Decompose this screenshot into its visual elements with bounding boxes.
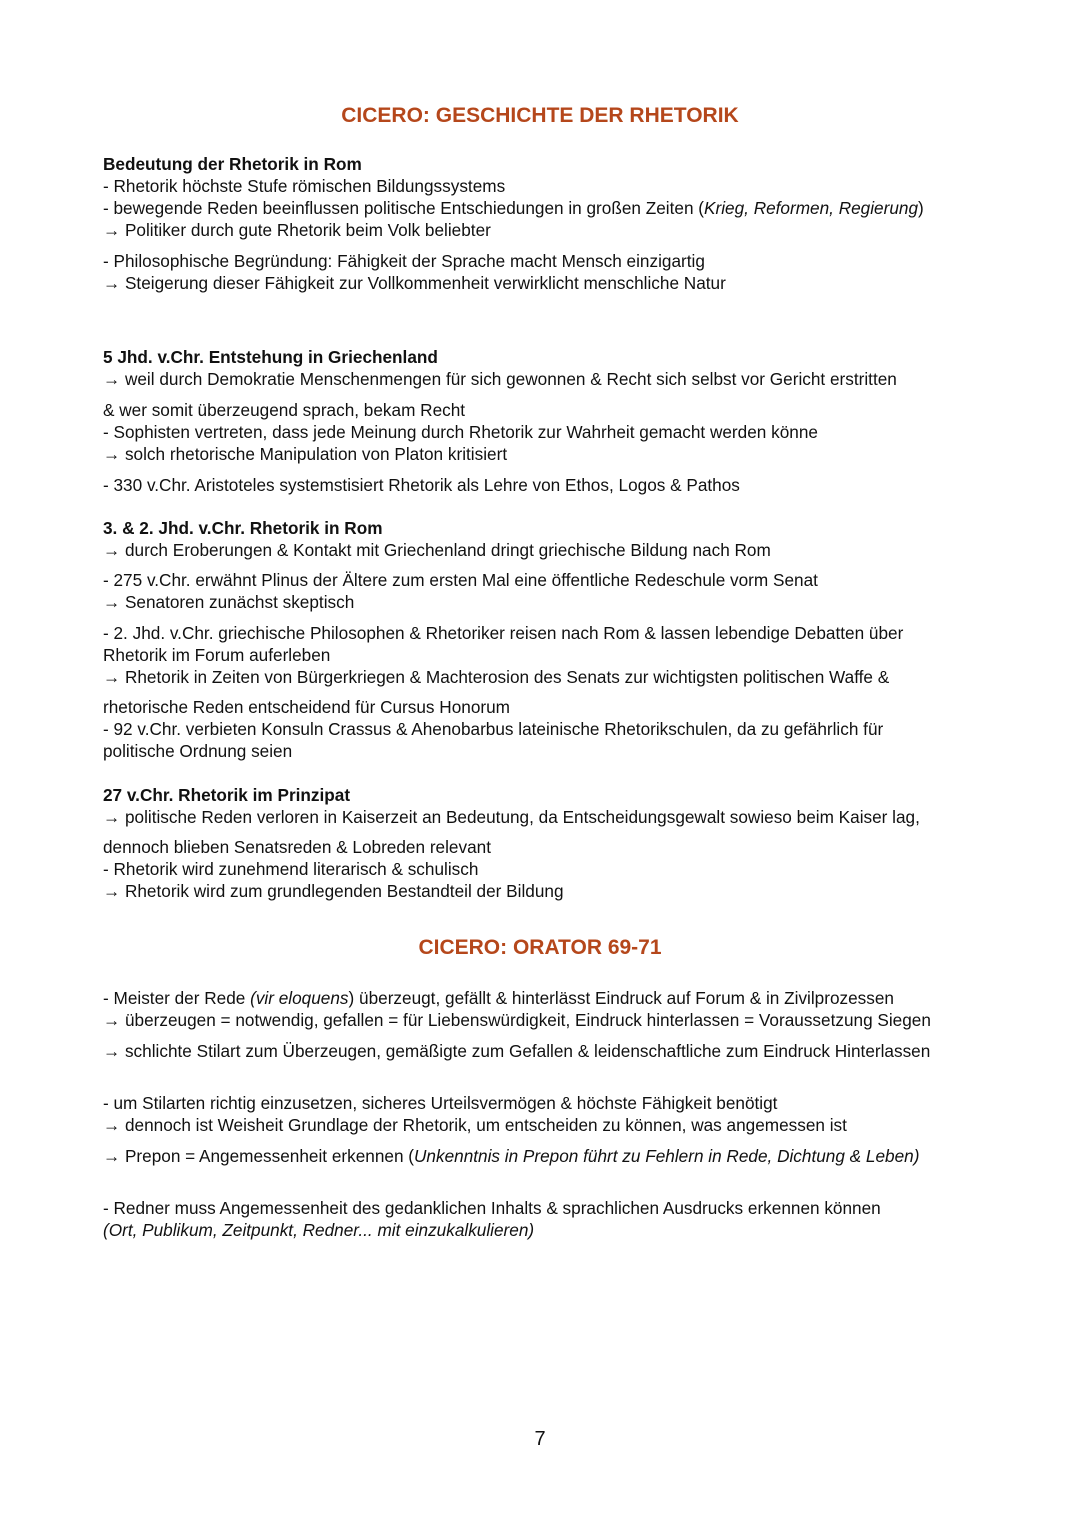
text-line: - um Stilarten richtig einzusetzen, sicheres Urteilsvermögen & höchste Fähigkeit benötigt: [103, 1093, 778, 1113]
text-line: → politische Reden verloren in Kaiserzeit an Bedeutung, da Entscheidungsgewalt sowieso beim Kaiser lag,: [103, 807, 920, 827]
text-line: - Sophisten vertreten, dass jede Meinung durch Rhetorik zur Wahrheit gemacht werden könne: [103, 422, 818, 442]
heading-27: 27 v.Chr. Rhetorik im Prinzipat: [103, 785, 351, 805]
heading-3jhd: 3. & 2. Jhd. v.Chr. Rhetorik in Rom: [103, 518, 383, 538]
text-line: - Rhetorik höchste Stufe römischen Bildungssystems: [103, 176, 506, 196]
section-title-geschichte: CICERO: GESCHICHTE DER RHETORIK: [341, 104, 739, 127]
text-line: → Senatoren zunächst skeptisch: [103, 592, 355, 612]
text-line: - Philosophische Begründung: Fähigkeit der Sprache macht Mensch einzigartig: [103, 251, 705, 271]
text-line: & wer somit überzeugend sprach, bekam Recht: [103, 400, 466, 420]
page-number: 7: [534, 1428, 546, 1450]
italic-segment: Unkenntnis in Prepon führt zu Fehlern in Rede, Dichtung & Leben): [414, 1146, 920, 1166]
text-line: - 92 v.Chr. verbieten Konsuln Crassus & Ahenobarbus lateinische Rhetorikschulen, da zu gefährlich für: [103, 719, 884, 739]
text-line: → Rhetorik wird zum grundlegenden Bestandteil der Bildung: [103, 881, 564, 901]
text-line: [103, 987, 894, 1009]
heading-5jhd: 5 Jhd. v.Chr. Entstehung in Griechenland: [103, 347, 438, 367]
text-line: (Ort, Publikum, Zeitpunkt, Redner... mit einzukalkulieren): [103, 1220, 535, 1240]
text-line: → Rhetorik in Zeiten von Bürgerkriegen & Machterosion des Senats zur wichtigsten politischen Waffe &: [103, 667, 890, 687]
text-segment: - Meister der Rede: [103, 988, 251, 1008]
text-line: - Rhetorik wird zunehmend literarisch & schulisch: [103, 859, 479, 879]
text-line: dennoch blieben Senatsreden & Lobreden relevant: [103, 837, 491, 857]
text-line: → überzeugen = notwendig, gefallen = für Liebenswürdigkeit, Eindruck hinterlassen = Voraussetzung Siegen: [103, 1010, 931, 1030]
text-line: [103, 1145, 919, 1167]
text-segment: - bewegende Reden beeinflussen politische Entschiedungen in großen Zeiten (: [103, 198, 705, 218]
text-line: - Redner muss Angemessenheit des gedanklichen Inhalts & sprachlichen Ausdrucks erkennen können: [103, 1198, 881, 1218]
text-line: → durch Eroberungen & Kontakt mit Griechenland dringt griechische Bildung nach Rom: [103, 540, 771, 560]
text-segment: ): [918, 198, 924, 218]
text-segment: → Prepon = Angemessenheit erkennen (: [103, 1146, 415, 1166]
text-line: Rhetorik im Forum auferleben: [103, 645, 331, 665]
text-line: [103, 197, 924, 219]
text-line: → Steigerung dieser Fähigkeit zur Vollkommenheit verwirklicht menschliche Natur: [103, 273, 726, 293]
text-line: → solch rhetorische Manipulation von Platon kritisiert: [103, 444, 508, 464]
section-title-orator: CICERO: ORATOR 69-71: [418, 936, 662, 959]
text-segment: ) überzeugt, gefällt & hinterlässt Eindruck auf Forum & in Zivilprozessen: [348, 988, 894, 1008]
text-line: - 275 v.Chr. erwähnt Plinus der Ältere zum ersten Mal eine öffentliche Redeschule vorm Senat: [103, 570, 818, 590]
text-line: rhetorische Reden entscheidend für Cursus Honorum: [103, 697, 510, 717]
text-line: → dennoch ist Weisheit Grundlage der Rhetorik, um entscheiden zu können, was angemessen ist: [103, 1115, 847, 1135]
text-line: - 330 v.Chr. Aristoteles systemstisiert Rhetorik als Lehre von Ethos, Logos & Pathos: [103, 475, 740, 495]
text-line: - 2. Jhd. v.Chr. griechische Philosophen & Rhetoriker reisen nach Rom & lassen lebendige Debatten über: [103, 623, 904, 643]
heading-bedeutung: Bedeutung der Rhetorik in Rom: [103, 154, 362, 174]
text-line: → weil durch Demokratie Menschenmengen für sich gewonnen & Recht sich selbst vor Gericht erstritten: [103, 369, 897, 389]
text-line: → schlichte Stilart zum Überzeugen, gemäßigte zum Gefallen & leidenschaftliche zum Eindruck Hinterlassen: [103, 1041, 931, 1061]
italic-segment: (vir eloquens: [250, 988, 349, 1008]
italic-segment: Krieg, Reformen, Regierung: [704, 198, 919, 218]
text-line: politische Ordnung seien: [103, 741, 293, 761]
text-line: → Politiker durch gute Rhetorik beim Volk beliebter: [103, 220, 491, 240]
